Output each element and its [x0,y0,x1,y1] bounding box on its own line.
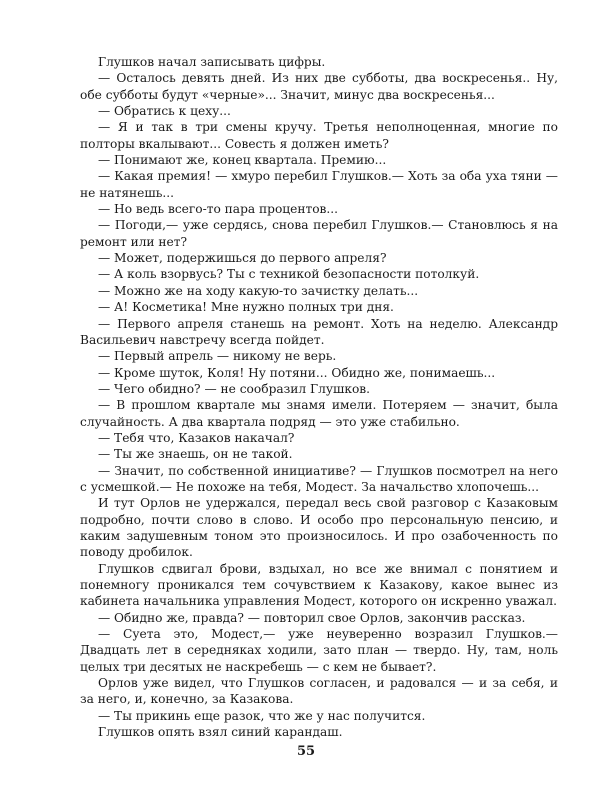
paragraph: — А коль взорвусь? Ты с техникой безопасности потолкуй. [98,267,480,282]
paragraph: — Но ведь всего-то пара процентов... [98,202,339,217]
paragraph: — Кроме шуток, Коля! Ну потяни... Обидно же, понимаешь... [98,365,496,380]
paragraph: — Обидно же, правда? — повторил свое Орлов, закончив рассказ. [98,610,526,625]
paragraph: — Первый апрель — никому не верь. [98,349,337,364]
paragraph: — Осталось девять дней. Из них две субботы, два воскресенья.. Ну, обе субботы будут «черные»... Значит, минус два воскресенья... [80,71,558,102]
paragraph: — Значит, по собственной инициативе? — Глушков посмотрел на него с усмешкой.— Не похоже на тебя, Модест. За начальство хлопочешь... [80,463,558,494]
paragraph: — Обратись к цеху... [98,104,231,119]
page-number: 55 [296,744,316,759]
paragraph: — В прошлом квартале мы знамя имели. Потеряем — значит, была случайность. А два квартала подряд — это уже стабильно. [80,398,558,429]
paragraph: — Понимают же, конец квартала. Премию... [98,153,387,168]
paragraph: — Погоди,— уже сердясь, снова перебил Глушков.— Становлюсь я на ремонт или нет? [80,218,558,249]
paragraph: Глушков сдвигал брови, вздыхал, но все же внимал с понятием и понемногу проникался тем сочувствием к Казакову, какое вынес из кабинета начальника управления Модест, которого он искренно уважал. [80,561,558,609]
paragraph: — Суета это, Модест,— уже неуверенно возразил Глушков.— Двадцать лет в середняках ходили, зато план — твердо. Ну, там, ноль целых три десятых не наскребешь — с кем не бывает?. [80,627,558,674]
paragraph: — Первого апреля станешь на ремонт. Хоть на неделю. Александр Васильевич навстречу всегда пойдет. [80,316,558,347]
paragraph: — Можно же на ходу какую-то зачистку делать... [98,283,419,298]
paragraph: — Ты же знаешь, он не такой. [98,447,293,462]
paragraph: Глушков опять взял синий карандаш. [98,725,343,740]
paragraph: — А! Косметика! Мне нужно полных три дня. [98,300,394,315]
paragraph: Глушков начал записывать цифры. [98,55,326,69]
paragraph: — Может, подержишься до первого апреля? [98,251,387,266]
paragraph: — Ты прикинь еще разок, что же у нас получится. [98,708,426,723]
paragraph: — Тебя что, Казаков накачал? [98,430,295,445]
paragraph: И тут Орлов не удержался, передал весь свой разговор с Казаковым подробно, почти слово в слово. И особо про персональную пенсию, и каким задушевным тоном это произносилось. И про озабоченность по поводу дробилок. [80,496,558,560]
paragraph: Орлов уже видел, что Глушков согласен, и радовался — и за себя, и за него, и, конечно, за Казакова. [80,676,558,707]
paragraph: — Чего обидно? — не сообразил Глушков. [98,381,371,396]
paragraph: — Я и так в три смены кручу. Третья неполноценная, многие по полторы вкалывают... Совесть я должен иметь? [80,120,558,151]
body-text [80,54,558,740]
paragraph: — Какая премия! — хмуро перебил Глушков.— Хоть за оба уха тяни — не натянешь... [80,169,558,200]
